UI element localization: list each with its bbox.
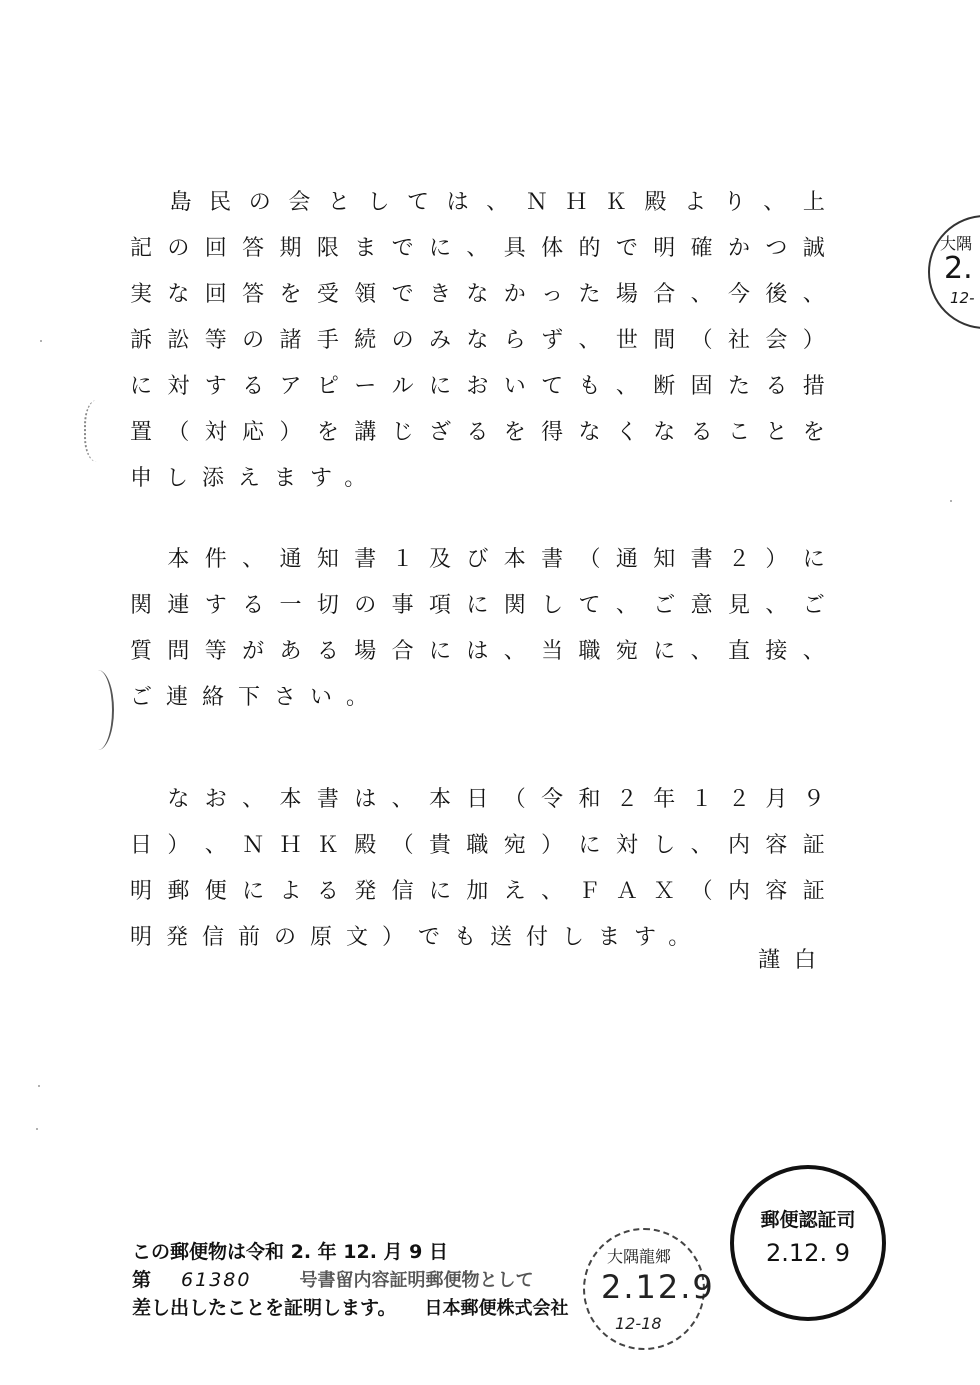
paragraph-contact xyxy=(130,537,825,721)
text-line: 置 （ 対 応 ） を 講 じ ざ る を 得 な く な る こ と を xyxy=(130,420,825,445)
text-line: 記 の 回 答 期 限 ま で に 、 具 体 的 で 明 確 か つ 誠 xyxy=(130,236,825,261)
certification-line-3 xyxy=(132,1294,582,1322)
text-line: 関 連 す る 一 切 の 事 項 に 関 し て 、 ご 意 見 、 ご xyxy=(130,593,825,618)
certification-suffix: 号書留内容証明郵便物として xyxy=(299,1270,534,1291)
text-line: 実 な 回 答 を 受 領 で き な か っ た 場 合 、 今 後 、 xyxy=(130,282,825,307)
round-postmark xyxy=(583,1228,715,1350)
scan-speck xyxy=(36,1128,38,1130)
scan-speck xyxy=(38,1085,40,1087)
text-line: 日 ） 、 Ｎ Ｈ Ｋ 殿 （ 貴 職 宛 ） に 対 し 、 内 容 証 xyxy=(130,833,825,858)
text-line: 明 郵 便 に よ る 発 信 に 加 え 、 Ｆ Ａ Ｘ （ 内 容 証 xyxy=(130,879,825,904)
edge-stamp-office: 大隅 xyxy=(940,234,973,253)
postmark-time: 12-18 xyxy=(615,1314,662,1333)
postmark-office: 大隅龍郷 xyxy=(607,1247,672,1266)
text-line: 明発信前の原文）でも送付します。 xyxy=(130,925,705,950)
certification-statement: 差し出したことを証明します。 xyxy=(132,1297,397,1319)
registration-number: 61380 xyxy=(181,1269,252,1291)
certifier-stamp-date: 2.12. 9 xyxy=(766,1239,850,1267)
text-line: 質 問 等 が あ る 場 合 に は 、 当 職 宛 に 、 直 接 、 xyxy=(130,639,825,664)
certification-prefix: 第 xyxy=(132,1269,152,1291)
text-line: な お 、 本 書 は 、 本 日 （ 令 和 ２ 年 １ ２ 月 ９ xyxy=(167,787,825,812)
paragraph-delivery-note xyxy=(130,777,825,961)
certification-line-2 xyxy=(132,1266,582,1294)
text-line: 島 民 の 会 と し て は 、 Ｎ Ｈ Ｋ 殿 よ り 、 上 xyxy=(169,190,825,215)
certification-block xyxy=(132,1238,582,1322)
certifier-stamp xyxy=(730,1165,886,1321)
binding-bracket-mark xyxy=(82,670,114,750)
text-line: 訴 訟 等 の 諸 手 続 の み な ら ず 、 世 間 （ 社 会 ） xyxy=(130,328,825,353)
certifier-stamp-title: 郵便認証司 xyxy=(760,1209,856,1231)
scan-speck xyxy=(40,340,42,342)
partial-postmark-stamp xyxy=(928,215,980,329)
text-line: に 対 す る ア ピ ー ル に お い て も 、 断 固 た る 措 xyxy=(130,374,825,399)
certification-line-1: この郵便物は令和 2. 年 12. 月 9 日 xyxy=(132,1241,449,1263)
text-line: 申し添えます。 xyxy=(130,466,381,491)
closing-salutation: 謹白 xyxy=(757,948,830,973)
scan-speck xyxy=(950,500,952,502)
text-line: ご連絡下さい。 xyxy=(130,685,383,710)
edge-stamp-time: 12- xyxy=(950,289,975,307)
postmark-date: 2.12.9 xyxy=(601,1268,715,1306)
company-name: 日本郵便株式会社 xyxy=(424,1298,569,1319)
binding-hole-mark xyxy=(84,400,116,462)
text-line: 本 件 、 通 知 書 １ 及 び 本 書 （ 通 知 書 ２ ） に xyxy=(167,547,825,572)
paragraph-warning xyxy=(130,180,825,502)
edge-stamp-date: 2. xyxy=(944,251,973,286)
